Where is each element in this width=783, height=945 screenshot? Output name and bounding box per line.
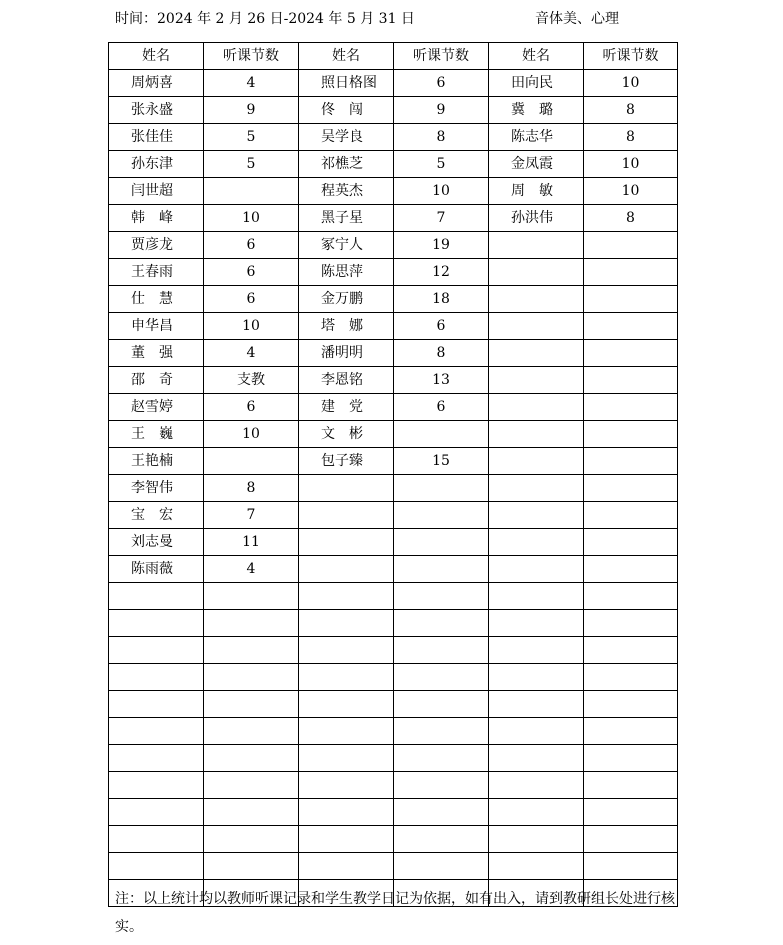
table-row	[109, 124, 678, 151]
lesson-count-cell	[584, 421, 678, 448]
teacher-name-cell: 冢宁人	[299, 232, 394, 259]
lesson-count-cell	[584, 502, 678, 529]
lesson-count-cell: 8	[204, 475, 299, 502]
lesson-count-cell: 4	[204, 340, 299, 367]
lesson-count-cell	[204, 610, 299, 637]
teacher-name-cell: 佟 闯	[299, 97, 394, 124]
lesson-count-cell	[584, 286, 678, 313]
table-row	[109, 475, 678, 502]
table-row	[109, 583, 678, 610]
table-row	[109, 556, 678, 583]
lesson-count-cell: 10	[584, 151, 678, 178]
teacher-name-cell	[109, 772, 204, 799]
lesson-count-cell: 4	[204, 70, 299, 97]
lesson-count-cell	[394, 745, 489, 772]
lesson-count-cell	[394, 691, 489, 718]
lesson-count-cell	[394, 502, 489, 529]
lesson-count-cell	[394, 610, 489, 637]
lesson-count-cell	[204, 691, 299, 718]
table-row	[109, 799, 678, 826]
lesson-count-cell	[584, 664, 678, 691]
lesson-count-cell	[204, 826, 299, 853]
teacher-name-cell	[489, 718, 584, 745]
teacher-name-cell	[299, 529, 394, 556]
teacher-name-cell	[299, 610, 394, 637]
teacher-name-cell: 田向民	[489, 70, 584, 97]
lesson-count-cell: 9	[204, 97, 299, 124]
table-row	[109, 610, 678, 637]
teacher-name-cell	[489, 664, 584, 691]
lesson-count-cell	[394, 853, 489, 880]
table-row	[109, 232, 678, 259]
teacher-name-cell	[299, 826, 394, 853]
lesson-count-cell	[584, 313, 678, 340]
lesson-count-cell	[204, 664, 299, 691]
lesson-count-cell: 10	[204, 421, 299, 448]
teacher-name-cell: 李智伟	[109, 475, 204, 502]
teacher-name-cell	[489, 340, 584, 367]
lesson-count-cell	[584, 340, 678, 367]
lesson-count-cell: 5	[394, 151, 489, 178]
lesson-count-cell: 8	[584, 97, 678, 124]
table-row	[109, 421, 678, 448]
teacher-name-cell: 潘明明	[299, 340, 394, 367]
teacher-name-cell	[109, 853, 204, 880]
lesson-count-cell	[204, 178, 299, 205]
lesson-count-cell	[204, 718, 299, 745]
lesson-count-cell: 6	[204, 232, 299, 259]
teacher-name-cell: 陈志华	[489, 124, 584, 151]
teacher-name-cell	[299, 475, 394, 502]
lesson-count-cell	[394, 664, 489, 691]
lesson-count-cell	[584, 610, 678, 637]
teacher-name-cell: 建 党	[299, 394, 394, 421]
teacher-name-cell: 刘志曼	[109, 529, 204, 556]
teacher-name-cell: 黑子星	[299, 205, 394, 232]
teacher-name-cell	[489, 826, 584, 853]
table-row	[109, 853, 678, 880]
teacher-name-cell	[109, 691, 204, 718]
lesson-count-cell	[394, 556, 489, 583]
teacher-name-cell	[299, 637, 394, 664]
lesson-count-cell: 19	[394, 232, 489, 259]
lesson-count-cell: 6	[204, 286, 299, 313]
table-row	[109, 178, 678, 205]
table-row	[109, 367, 678, 394]
lesson-count-cell: 6	[394, 70, 489, 97]
teacher-name-cell	[299, 745, 394, 772]
table-row	[109, 691, 678, 718]
name-header: 姓名	[299, 43, 394, 70]
footnote: 注：以上统计均以教师听课记录和学生教学日记为依据，如有出入，请到教研组长处进行核实。	[115, 891, 675, 935]
teacher-name-cell: 程英杰	[299, 178, 394, 205]
lesson-count-cell: 10	[394, 178, 489, 205]
table-row	[109, 448, 678, 475]
lesson-count-cell: 7	[394, 205, 489, 232]
lesson-count-cell: 5	[204, 151, 299, 178]
lesson-count-cell: 8	[584, 205, 678, 232]
teacher-name-cell: 邵 奇	[109, 367, 204, 394]
lesson-count-cell: 12	[394, 259, 489, 286]
teacher-name-cell	[299, 772, 394, 799]
teacher-name-cell	[299, 691, 394, 718]
teacher-name-cell: 孙洪伟	[489, 205, 584, 232]
lesson-count-cell	[204, 448, 299, 475]
teacher-name-cell	[299, 799, 394, 826]
teacher-name-cell	[489, 853, 584, 880]
subject-group: 音体美、心理	[535, 11, 619, 27]
table-row	[109, 826, 678, 853]
teacher-name-cell	[489, 529, 584, 556]
teacher-name-cell: 韩 峰	[109, 205, 204, 232]
table-row	[109, 259, 678, 286]
teacher-name-cell: 张佳佳	[109, 124, 204, 151]
teacher-name-cell	[489, 313, 584, 340]
table-row	[109, 664, 678, 691]
table-row	[109, 718, 678, 745]
teacher-name-cell: 贾彦龙	[109, 232, 204, 259]
table-row	[109, 637, 678, 664]
teacher-name-cell	[489, 475, 584, 502]
teacher-name-cell	[299, 502, 394, 529]
lesson-count-cell: 8	[394, 124, 489, 151]
table-row	[109, 394, 678, 421]
lesson-count-cell	[584, 718, 678, 745]
lesson-count-cell	[584, 259, 678, 286]
table-row	[109, 205, 678, 232]
lesson-count-cell	[584, 772, 678, 799]
lesson-count-cell	[584, 394, 678, 421]
lesson-count-cell	[394, 529, 489, 556]
lesson-count-cell: 11	[204, 529, 299, 556]
lesson-count-cell: 18	[394, 286, 489, 313]
teacher-name-cell: 照日格图	[299, 70, 394, 97]
teacher-name-cell	[489, 421, 584, 448]
lesson-count-cell: 13	[394, 367, 489, 394]
teacher-name-cell: 张永盛	[109, 97, 204, 124]
teacher-name-cell: 仕 慧	[109, 286, 204, 313]
lesson-count-cell	[394, 583, 489, 610]
teacher-name-cell	[489, 259, 584, 286]
teacher-name-cell	[489, 394, 584, 421]
teacher-name-cell: 金凤霞	[489, 151, 584, 178]
lesson-count-cell	[584, 529, 678, 556]
teacher-name-cell	[109, 718, 204, 745]
teacher-name-cell: 赵雪婷	[109, 394, 204, 421]
table-row	[109, 286, 678, 313]
table-row	[109, 745, 678, 772]
lesson-count-cell: 6	[394, 313, 489, 340]
teacher-name-cell	[489, 583, 584, 610]
lesson-count-cell: 5	[204, 124, 299, 151]
lesson-count-cell	[584, 556, 678, 583]
teacher-name-cell	[109, 637, 204, 664]
table-row	[109, 97, 678, 124]
lesson-count-cell: 7	[204, 502, 299, 529]
lesson-count-cell	[204, 772, 299, 799]
teacher-name-cell	[109, 826, 204, 853]
teacher-name-cell: 文 彬	[299, 421, 394, 448]
lesson-count-cell	[584, 448, 678, 475]
teacher-name-cell: 陈思萍	[299, 259, 394, 286]
teacher-name-cell	[489, 799, 584, 826]
teacher-name-cell	[489, 232, 584, 259]
lesson-count-cell	[204, 853, 299, 880]
count-header: 听课节数	[584, 43, 678, 70]
teacher-name-cell: 塔 娜	[299, 313, 394, 340]
teacher-name-cell: 孙东津	[109, 151, 204, 178]
teacher-name-cell: 王 巍	[109, 421, 204, 448]
lesson-count-cell	[584, 475, 678, 502]
lesson-count-cell	[584, 691, 678, 718]
name-header: 姓名	[489, 43, 584, 70]
teacher-name-cell	[299, 664, 394, 691]
date-range: 时间：2024 年 2 月 26 日-2024 年 5 月 31 日	[115, 11, 415, 27]
teacher-name-cell: 董 强	[109, 340, 204, 367]
teacher-name-cell: 王艳楠	[109, 448, 204, 475]
teacher-name-cell	[109, 745, 204, 772]
teacher-name-cell	[109, 583, 204, 610]
teacher-name-cell: 周 敏	[489, 178, 584, 205]
lesson-count-cell	[584, 583, 678, 610]
lesson-count-cell: 8	[394, 340, 489, 367]
lesson-count-cell: 6	[204, 394, 299, 421]
lesson-count-cell: 10	[204, 205, 299, 232]
teacher-name-cell: 闫世超	[109, 178, 204, 205]
teacher-name-cell	[489, 367, 584, 394]
lesson-count-cell	[204, 583, 299, 610]
table-row	[109, 772, 678, 799]
teacher-name-cell	[299, 718, 394, 745]
table-row	[109, 70, 678, 97]
lesson-count-cell	[204, 637, 299, 664]
table-row	[109, 502, 678, 529]
lesson-count-cell	[394, 718, 489, 745]
teacher-name-cell	[299, 583, 394, 610]
table-header-row	[109, 43, 678, 70]
count-header: 听课节数	[394, 43, 489, 70]
teacher-name-cell	[109, 610, 204, 637]
teacher-name-cell: 陈雨薇	[109, 556, 204, 583]
teacher-name-cell: 宝 宏	[109, 502, 204, 529]
count-header: 听课节数	[204, 43, 299, 70]
teacher-name-cell: 周炳喜	[109, 70, 204, 97]
lesson-count-cell	[584, 799, 678, 826]
lesson-count-cell	[584, 367, 678, 394]
teacher-name-cell	[489, 286, 584, 313]
teacher-name-cell	[489, 448, 584, 475]
lesson-count-cell	[204, 745, 299, 772]
lesson-count-cell: 6	[394, 394, 489, 421]
teacher-name-cell: 冀 璐	[489, 97, 584, 124]
table-row	[109, 313, 678, 340]
teacher-name-cell	[109, 664, 204, 691]
teacher-name-cell	[489, 637, 584, 664]
lesson-count-cell: 10	[584, 178, 678, 205]
lesson-count-cell: 15	[394, 448, 489, 475]
lesson-count-cell: 9	[394, 97, 489, 124]
lesson-count-cell	[584, 853, 678, 880]
lesson-count-cell: 4	[204, 556, 299, 583]
lesson-count-cell	[204, 799, 299, 826]
teacher-name-cell: 申华昌	[109, 313, 204, 340]
teacher-name-cell	[299, 556, 394, 583]
teacher-name-cell: 祁樵芝	[299, 151, 394, 178]
teacher-name-cell	[489, 556, 584, 583]
lesson-count-cell	[584, 826, 678, 853]
teacher-name-cell	[299, 853, 394, 880]
teacher-name-cell: 金万鹏	[299, 286, 394, 313]
teacher-name-cell	[489, 772, 584, 799]
teacher-name-cell	[489, 610, 584, 637]
lesson-count-cell: 10	[584, 70, 678, 97]
teacher-name-cell	[489, 745, 584, 772]
table-row	[109, 340, 678, 367]
lesson-count-cell: 6	[204, 259, 299, 286]
lesson-count-cell	[394, 421, 489, 448]
lesson-count-cell	[394, 772, 489, 799]
teacher-name-cell: 王春雨	[109, 259, 204, 286]
lesson-count-cell	[394, 826, 489, 853]
lesson-count-cell	[394, 475, 489, 502]
table-row	[109, 529, 678, 556]
lesson-count-cell: 10	[204, 313, 299, 340]
teacher-name-cell	[109, 799, 204, 826]
table-row	[109, 151, 678, 178]
lesson-observation-table	[108, 42, 678, 907]
lesson-count-cell	[584, 745, 678, 772]
lesson-count-cell	[394, 637, 489, 664]
teacher-name-cell	[489, 502, 584, 529]
teacher-name-cell	[489, 691, 584, 718]
name-header: 姓名	[109, 43, 204, 70]
lesson-count-cell: 8	[584, 124, 678, 151]
lesson-count-cell	[584, 232, 678, 259]
lesson-count-cell	[394, 799, 489, 826]
teacher-name-cell: 李恩铭	[299, 367, 394, 394]
lesson-count-cell	[584, 637, 678, 664]
lesson-count-cell: 支教	[204, 367, 299, 394]
teacher-name-cell: 包子臻	[299, 448, 394, 475]
teacher-name-cell: 吴学良	[299, 124, 394, 151]
